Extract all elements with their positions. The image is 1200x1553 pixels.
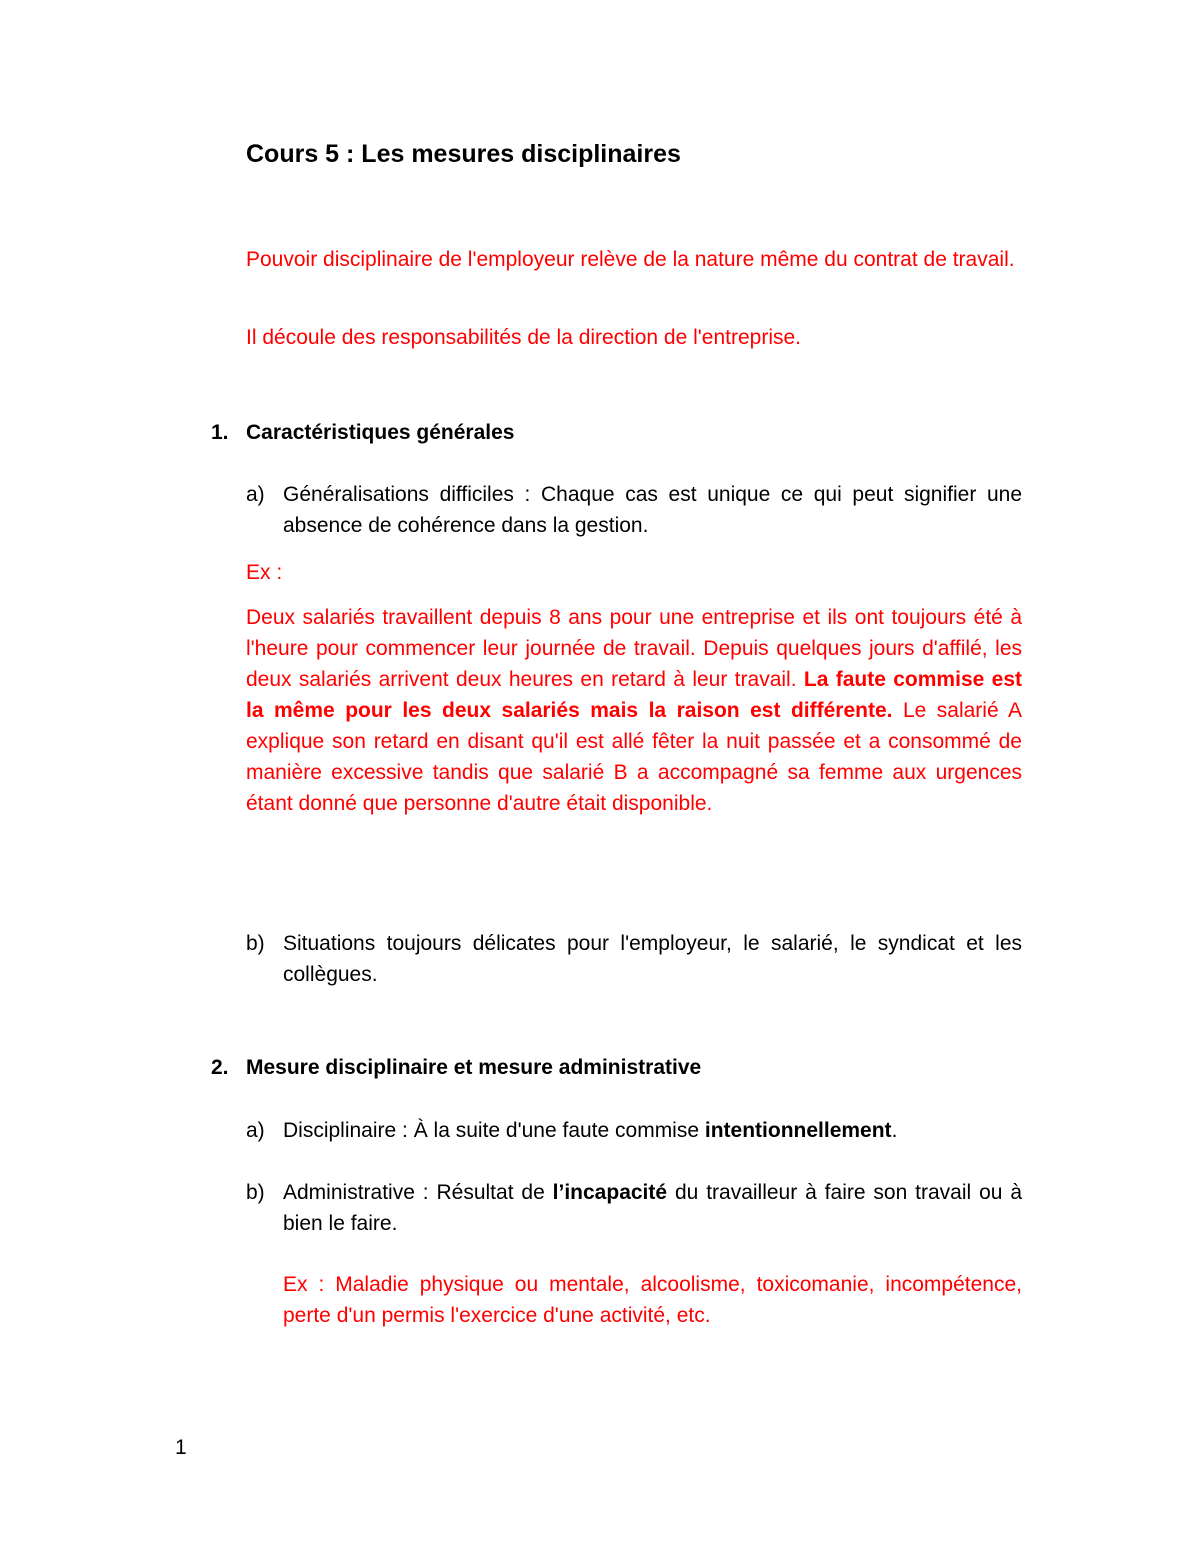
section-2-heading: Mesure disciplinaire et mesure administrative <box>246 1056 702 1079</box>
section-1-item-a-marker: a) <box>246 483 265 506</box>
section-2-item-b-marker: b) <box>246 1181 265 1204</box>
section-1-item-b-text: Situations toujours délicates pour l'employeur, le salarié, le syndicat et les collègues. <box>283 932 1022 986</box>
section-1-number: 1. <box>211 421 229 444</box>
page-title: Cours 5 : Les mesures disciplinaires <box>246 140 681 168</box>
item-b-after: du travailleur à faire son travail ou à bien le faire. <box>283 1181 1023 1235</box>
item-b-bold: l’incapacité <box>552 1181 668 1204</box>
item-a-bold: intentionnellement <box>704 1119 892 1142</box>
example-text-bold: La faute commise est la même pour les deux salariés mais la raison est différente. <box>246 668 1022 722</box>
item-a-after: . <box>891 1119 898 1142</box>
section-1-example-paragraph <box>246 602 1022 819</box>
section-2-number: 2. <box>211 1056 229 1079</box>
section-2-item-a-text <box>283 1115 1022 1146</box>
intro-paragraph-2: Il découle des responsabilités de la direction de l'entreprise. <box>246 326 802 349</box>
section-2-item-b-text <box>283 1177 1022 1239</box>
page-number: 1 <box>175 1436 187 1459</box>
section-1-item-b-marker: b) <box>246 932 265 955</box>
section-2-item-a-marker: a) <box>246 1119 265 1142</box>
section-1-example-label: Ex : <box>246 561 283 584</box>
section-2-example: Ex : Maladie physique ou mentale, alcoolisme, toxicomanie, incompétence, perte d'un permis l'exercice d'une activité, etc. <box>283 1273 1022 1327</box>
section-1-item-a-text: Généralisations difficiles : Chaque cas est unique ce qui peut signifier une absence de cohérence dans la gestion. <box>283 483 1022 537</box>
example-text-part-1: Deux salariés travaillent depuis 8 ans pour une entreprise et ils ont toujours été à l'heure pour commencer leur journée de travail. Depuis quelques jours d'affilé, les deux salariés arrivent deux heures en retard à leur travail. <box>246 606 1022 691</box>
intro-paragraph-1: Pouvoir disciplinaire de l'employeur relève de la nature même du contrat de travail. <box>246 248 1015 271</box>
item-b-before: Administrative : Résultat de <box>283 1181 553 1204</box>
example-text-part-2: Le salarié A explique son retard en disant qu'il est allé fêter la nuit passée et a consommé de manière excessive tandis que salarié B a accompagné sa femme aux urgences étant donné que personne d'autre était disponible. <box>246 699 1022 815</box>
section-1-heading: Caractéristiques générales <box>246 421 515 444</box>
item-a-before: Disciplinaire : À la suite d'une faute commise <box>283 1119 705 1142</box>
